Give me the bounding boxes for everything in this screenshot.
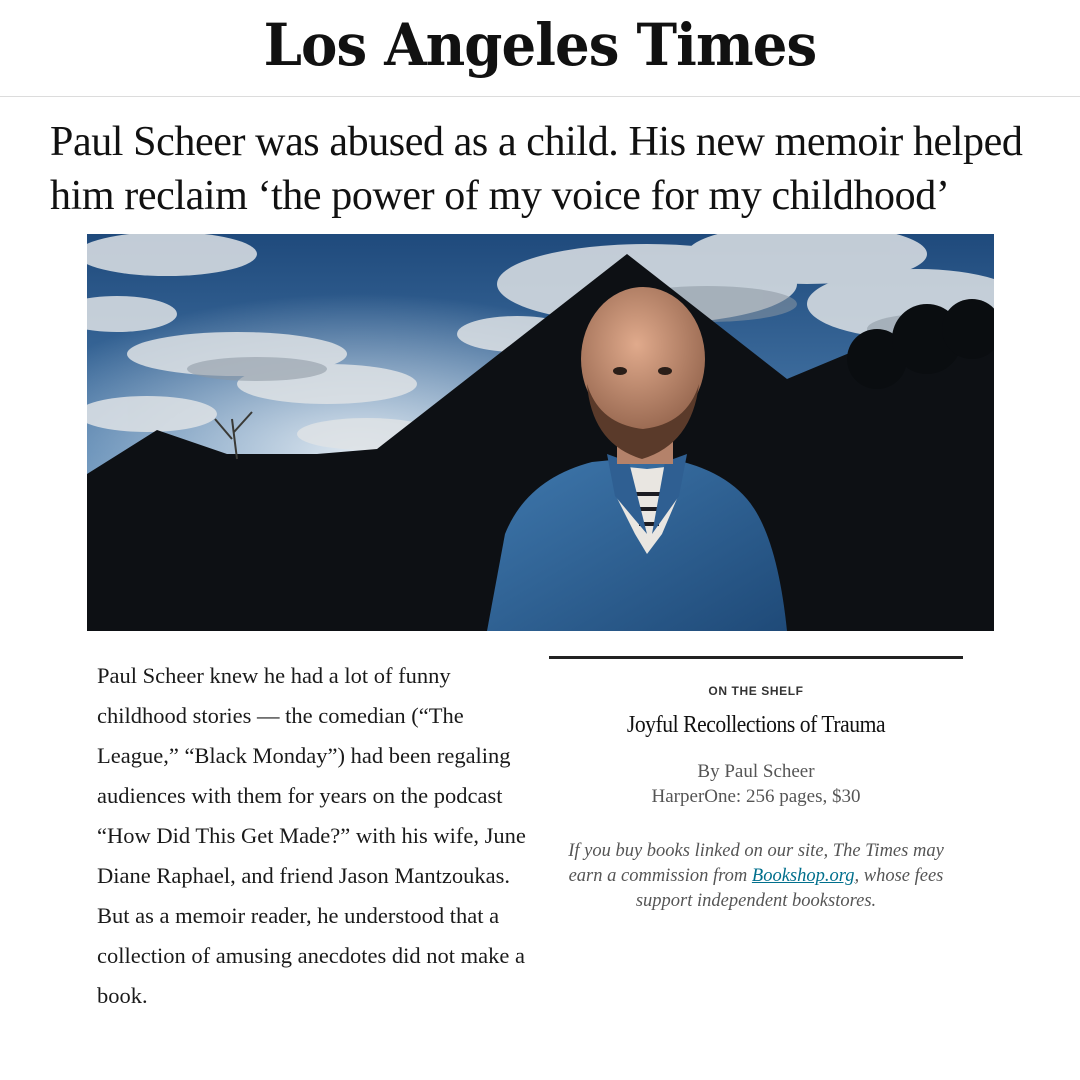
book-title[interactable]: Joyful Recollections of Trauma bbox=[626, 712, 886, 738]
bookshop-link[interactable]: Bookshop.org bbox=[751, 866, 855, 886]
article-headline: Paul Scheer was abused as a child. His new memoir helped him reclaim ‘the power of my voice for my childhood’ bbox=[50, 119, 1023, 219]
book-byline: By Paul Scheer bbox=[697, 761, 815, 782]
masthead bbox=[0, 0, 1080, 97]
site-logo[interactable]: Los Angeles Times bbox=[263, 11, 817, 79]
shelf-spacer bbox=[559, 656, 977, 968]
body-paragraph: Paul Scheer knew he had a lot of funny childhood stories — the comedian (“The League,” “Black Monday”) had been regaling audiences with them for years on the podcast “How Did This Get Made?” with his wife, June Diane Raphael, and friend Jason Mantzoukas. But as a memoir reader, he understood that a collection of amusing anecdotes did not make a book. bbox=[97, 663, 526, 1008]
book-publisher: HarperOne: 256 pages, $30 bbox=[651, 786, 861, 807]
shelf-kicker: ON THE SHELF bbox=[708, 684, 804, 698]
article-photo[interactable] bbox=[87, 234, 994, 631]
portrait-photo-icon bbox=[87, 234, 994, 631]
article-body bbox=[97, 656, 977, 1016]
disclaimer-text: If you buy books linked on our site, The Times may earn a commission from bbox=[568, 841, 944, 886]
disclaimer-text-end: , whose fees support independent bookstores. bbox=[635, 866, 944, 911]
